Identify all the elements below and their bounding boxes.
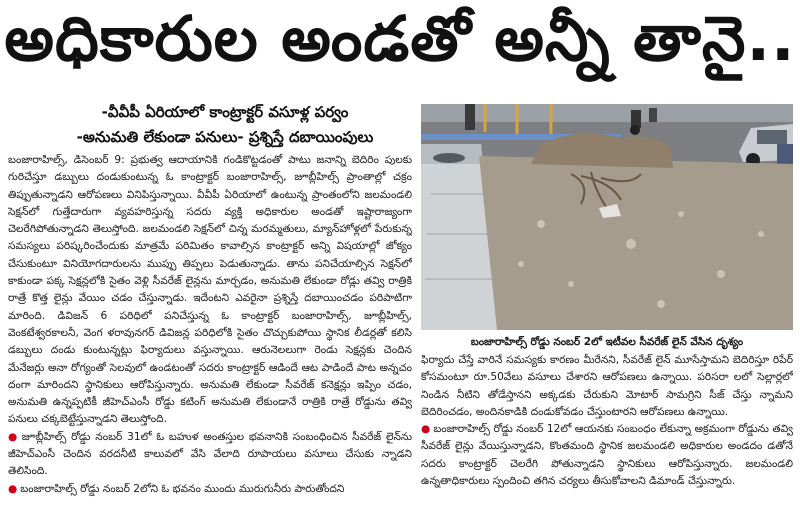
- bullet-item: [421, 421, 793, 490]
- bullet-icon: ●: [8, 430, 19, 443]
- article-body-continued: ఫిర్యాదు చేస్తే వారినే సమస్యకు కారణం మీరేనని, సీవరేజ్ లైన్ మూసేస్తామని బెదిరిస్తూ రిపేర్ కోసమంటూ రూ.50వేలు వసూలు చేశారని ఆరోపణలు ఉన్నాయి. పరిసరా లలో సెల్లార్లలో నిండిన నీటిని తోడేస్తానని అక్కడకు చేరుకుని మోటార్ సామగ్రిని సీజ్ చేస్తు న్నామని బెదిరించడం, అందినకాడికి దండుకోవడం చేస్తుంటారని ఆరోపణలు ఉన్నాయి.: [421, 354, 793, 418]
- bullet-icon: ●: [421, 423, 431, 436]
- bullet-item: [8, 429, 412, 481]
- road-far: [421, 104, 793, 122]
- photo-caption: బంజారాహిల్స్ రోడ్డు నంబర్ 2లో ఇటీవల సీవరేజ్ లైన్ వేసిన దృశ్యం: [470, 336, 744, 348]
- article-body: బంజారాహిల్స్, డిసెంబర్ 9: ప్రభుత్వ ఆదాయానికి గండికొట్టడంతో పాటు జనాన్ని బెదిరిం పులకు గురిచేస్తూ డబ్బులు దండుకుంటున్న ఓ కాంట్రాక్టర్ బంజారాహిల్స్, జూబ్లీహిల్స్ ప్రాంతాల్లో చక్రం తిప్పుతున్నాడని ఆరోపణలు వినిపిస్తున్నాయి. వీవీపీ ఏరియాలో ఉంటున్న ప్రాంతంలోని జలమండలి సెక్షన్‌లో గుత్తేదారుగా వ్యవహరిస్తున్న సదరు వ్యక్తి అధికారుల అండతో ఇష్టారాజ్యంగా చెలరేగిపోతున్నాడని తెలుస్తోంది. జలమండలి సెక్షన్‌లో చిన్న మరమ్మతులు, మ్యాన్‌హోళ్లలో పేరుకున్న సమస్యలు పరిష్కరించేందుకు మాత్రమే పరిమితం కావాల్సిన కాంట్రాక్టర్ అన్ని విషయాల్లో జోక్యం చేసుకుంటూ వినియోగదారులను ముప్పు తిప్పలు పెడుతున్నాడు. తాను పనిచేయాల్సిన సెక్షన్‌లో కాకుండా పక్క సెక్షన్లలోకి సైతం వెళ్లి సీవరేజ్ లైన్లను మార్చడం, అనుమతి లేకుండా రోడ్లు తవ్వి రాత్రికి రాత్రే కొత్త లైన్లు వేయిం చడం చేస్తున్నాడు. ఇదేంటని ఎవరైనా ప్రశ్నిస్తే దబాయించడం పరిపాటిగా మారింది. డివిజన్ 6 పరిధిలో పనిచేస్తున్న ఓ కాంట్రాక్టర్ బంజారాహిల్స్, జూబ్లీహిల్స్, వెంకటేశ్వరకాలనీ, వెంగ ళరావునగర్ డివిజన్ల పరిధిలోకి సైతం చొచ్చుకుపోయి స్థానిక లీడర్లతో కలిసి డబ్బులు దండు కుంటున్నట్లు ఫిర్యాదులు వస్తున్నాయి. ఆరునెలలుగా రెండు సెక్షన్లకు చెందిన మేనేజర్లు అనా రోగ్యంతో సెలవులో ఉండటంతో సదరు కాంట్రాక్టర్ ఆడిందే ఆట పాడిందే పాట అన్నచం దంగా మారిందని స్థానికులు ఆరోపిస్తున్నారు. అనుమతి లేకుండా సీవరేజ్ కనెక్షన్లు ఇప్పిం చడం, అనుమతి ఉన్నప్పటికీ జీహెచ్ఎంసీ రోడ్డు కటింగ్ అనుమతి లేకుండానే రాత్రికి రాత్రే రోడ్డును తవ్వి పనులు చక్కబెట్టేస్తున్నాడని తెలుస్తోంది.: [8, 154, 412, 426]
- pedestrian: [465, 104, 475, 130]
- excavated-road-illustration: [421, 104, 793, 330]
- headline: అధికారుల అండతో అన్నీ తానై..: [4, 2, 796, 75]
- subheading-works-without-permission: -అనుమతి లేకుండా పనులు- ప్రశ్నిస్తే దబాయింపులు: [76, 128, 374, 146]
- bullet-text: జూబ్లీహిల్స్ రోడ్డు నంబర్ 31లో ఓ బహుళ అంతస్తుల భవనానికి సంబంధించిన సీవరేజ్ లైన్‌ను జీహెచ్ఎంసీ చెందిన వరదనీటి కాలువలో వేసి వేలాది రూపాయలు వసూలు చేసుకు న్నాడని తెలిసింది.: [8, 430, 412, 478]
- manhole: [433, 153, 465, 163]
- bullet-icon: ●: [8, 482, 18, 495]
- article-left-column: [8, 152, 412, 502]
- bullet-item: [8, 481, 412, 498]
- excavated-soil: [479, 156, 793, 330]
- subheading-contractor-collections: -వీవీపీ ఏరియాలో కాంట్రాక్టర్ వసూళ్ల పర్వం: [101, 103, 349, 121]
- article-right-column: [421, 352, 793, 502]
- bullet-text: బంజారాహిల్స్ రోడ్డు నంబర్ 12లో ఆయనకు సంబంధం లేకున్నా అక్రమంగా రోడ్డును తవ్వి సీవరేజ్ లైన్లు వేయిస్తున్నాడని, కొంతమంది స్థానిక జలమండలి అధికారుల అండదం డతోనే సదరు కాంట్రాక్టర్ చెలరేగి పోతున్నాడని స్థానికులు ఆరోపిస్తున్నారు. జలమండలి ఉన్నతాధికారులు స్పందించి తగిన చర్యలు తీసుకోవాలని డిమాండ్ చేస్తున్నారు.: [421, 423, 793, 488]
- bullet-text: బంజారాహిల్స్ రోడ్డు నంబర్ 2లోని ఓ భవనం ముందు మురుగునీరు పారుతోందని: [20, 482, 345, 495]
- news-photo: [421, 104, 793, 330]
